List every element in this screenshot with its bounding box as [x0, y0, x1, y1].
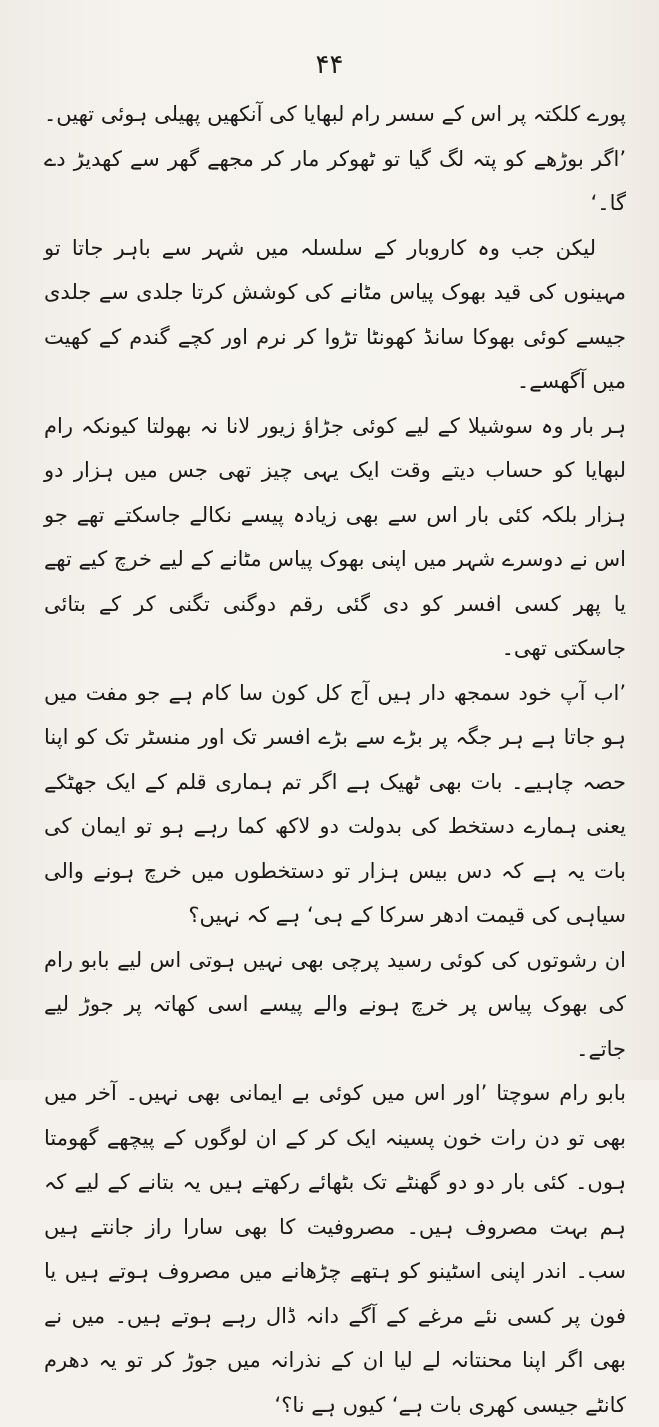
- paragraph-1: پورے کلکتہ پر اس کے سسر رام لبھایا کی آنکھیں پھیلی ہوئی تھیں۔ ’اگر بوڑھے کو پتہ لگ گیا تو ٹھوکر مار کر مجھے گھر سے کھدیڑ دے گا۔‘: [44, 102, 626, 215]
- paragraph-6: بابو رام سوچتا ’اور اس میں کوئی بے ایمانی بھی نہیں۔ آخر میں بھی تو دن رات خون پسینہ ایک کر کے ان لوگوں کے پیچھے گھومتا ہوں۔ کئی بار دو دو گھنٹے تک بٹھائے رکھتے ہیں یہ بتانے کے لیے کہ ہم بہت مصروف ہیں۔ مصروفیت کا بھی سارا راز جانتے ہیں سب۔ اندر اپنی اسٹینو کو ہتھے چڑھانے میں مصروف ہوتے ہیں یا فون پر کسی نئے مرغے کے آگے دانہ ڈال رہے ہوتے ہیں۔ میں نے بھی اگر اپنا محنتانہ لے لیا ان کے نذرانہ میں جوڑ کر تو یہ دھرم کانٹے جیسی کھری بات ہے‘ کیوں ہے نا؟‘: [44, 1081, 626, 1417]
- paragraph-2: لیکن جب وہ کاروبار کے سلسلہ میں شہر سے باہر جاتا تو مہینوں کی قید بھوک پیاس مٹانے کی کوشش کرتا جلدی سے جلدی جیسے کوئی بھوکا سانڈ کھونٹا تڑوا کر نرم اور کچے گندم کے کھیت میں آگھسے۔: [44, 235, 626, 393]
- paragraph-3: ہر بار وہ سوشیلا کے لیے کوئی جڑاؤ زیور لانا نہ بھولتا کیونکہ رام لبھایا کو حساب دیتے وقت ایک یہی چیز تھی جس میں ہزار دو ہزار بلکہ کئی بار اس سے بھی زیادہ پیسے نکالے جاسکتے تھے جو اس نے دوسرے شہر میں اپنی بھوک پیاس مٹانے کے لیے خرچ کیے تھے یا پھر کسی افسر کو دی گئی رقم دوگنی تگنی کر کے بتائی جاسکتی تھی۔: [44, 413, 626, 660]
- paragraph-4: ’اب آپ خود سمجھ دار ہیں آج کل کون سا کام ہے جو مفت میں ہو جاتا ہے ہر جگہ پر بڑے سے بڑے افسر تک اور منسٹر تک کو اپنا حصہ چاہیے۔ بات بھی ٹھیک ہے اگر تم ہماری قلم کے ایک جھٹکے یعنی ہمارے دستخط کی بدولت دو لاکھ کما رہے ہو تو ایمان کی بات یہ ہے کہ دس بیس ہزار تو دستخطوں میں خرچ ہونے والی سیاہی کی قیمت ادھر سرکا کے ہی‘ ہے کہ نہیں؟: [44, 680, 626, 927]
- body-text: [44, 92, 626, 1427]
- page-number: ۴۴: [315, 50, 344, 80]
- paragraph-5: ان رشوتوں کی کوئی رسید پرچی بھی نہیں ہوتی اس لیے بابو رام کی بھوک پیاس پر خرچ ہونے والے پیسے اسی کھاتہ پر جوڑ لیے جاتے۔: [44, 947, 626, 1061]
